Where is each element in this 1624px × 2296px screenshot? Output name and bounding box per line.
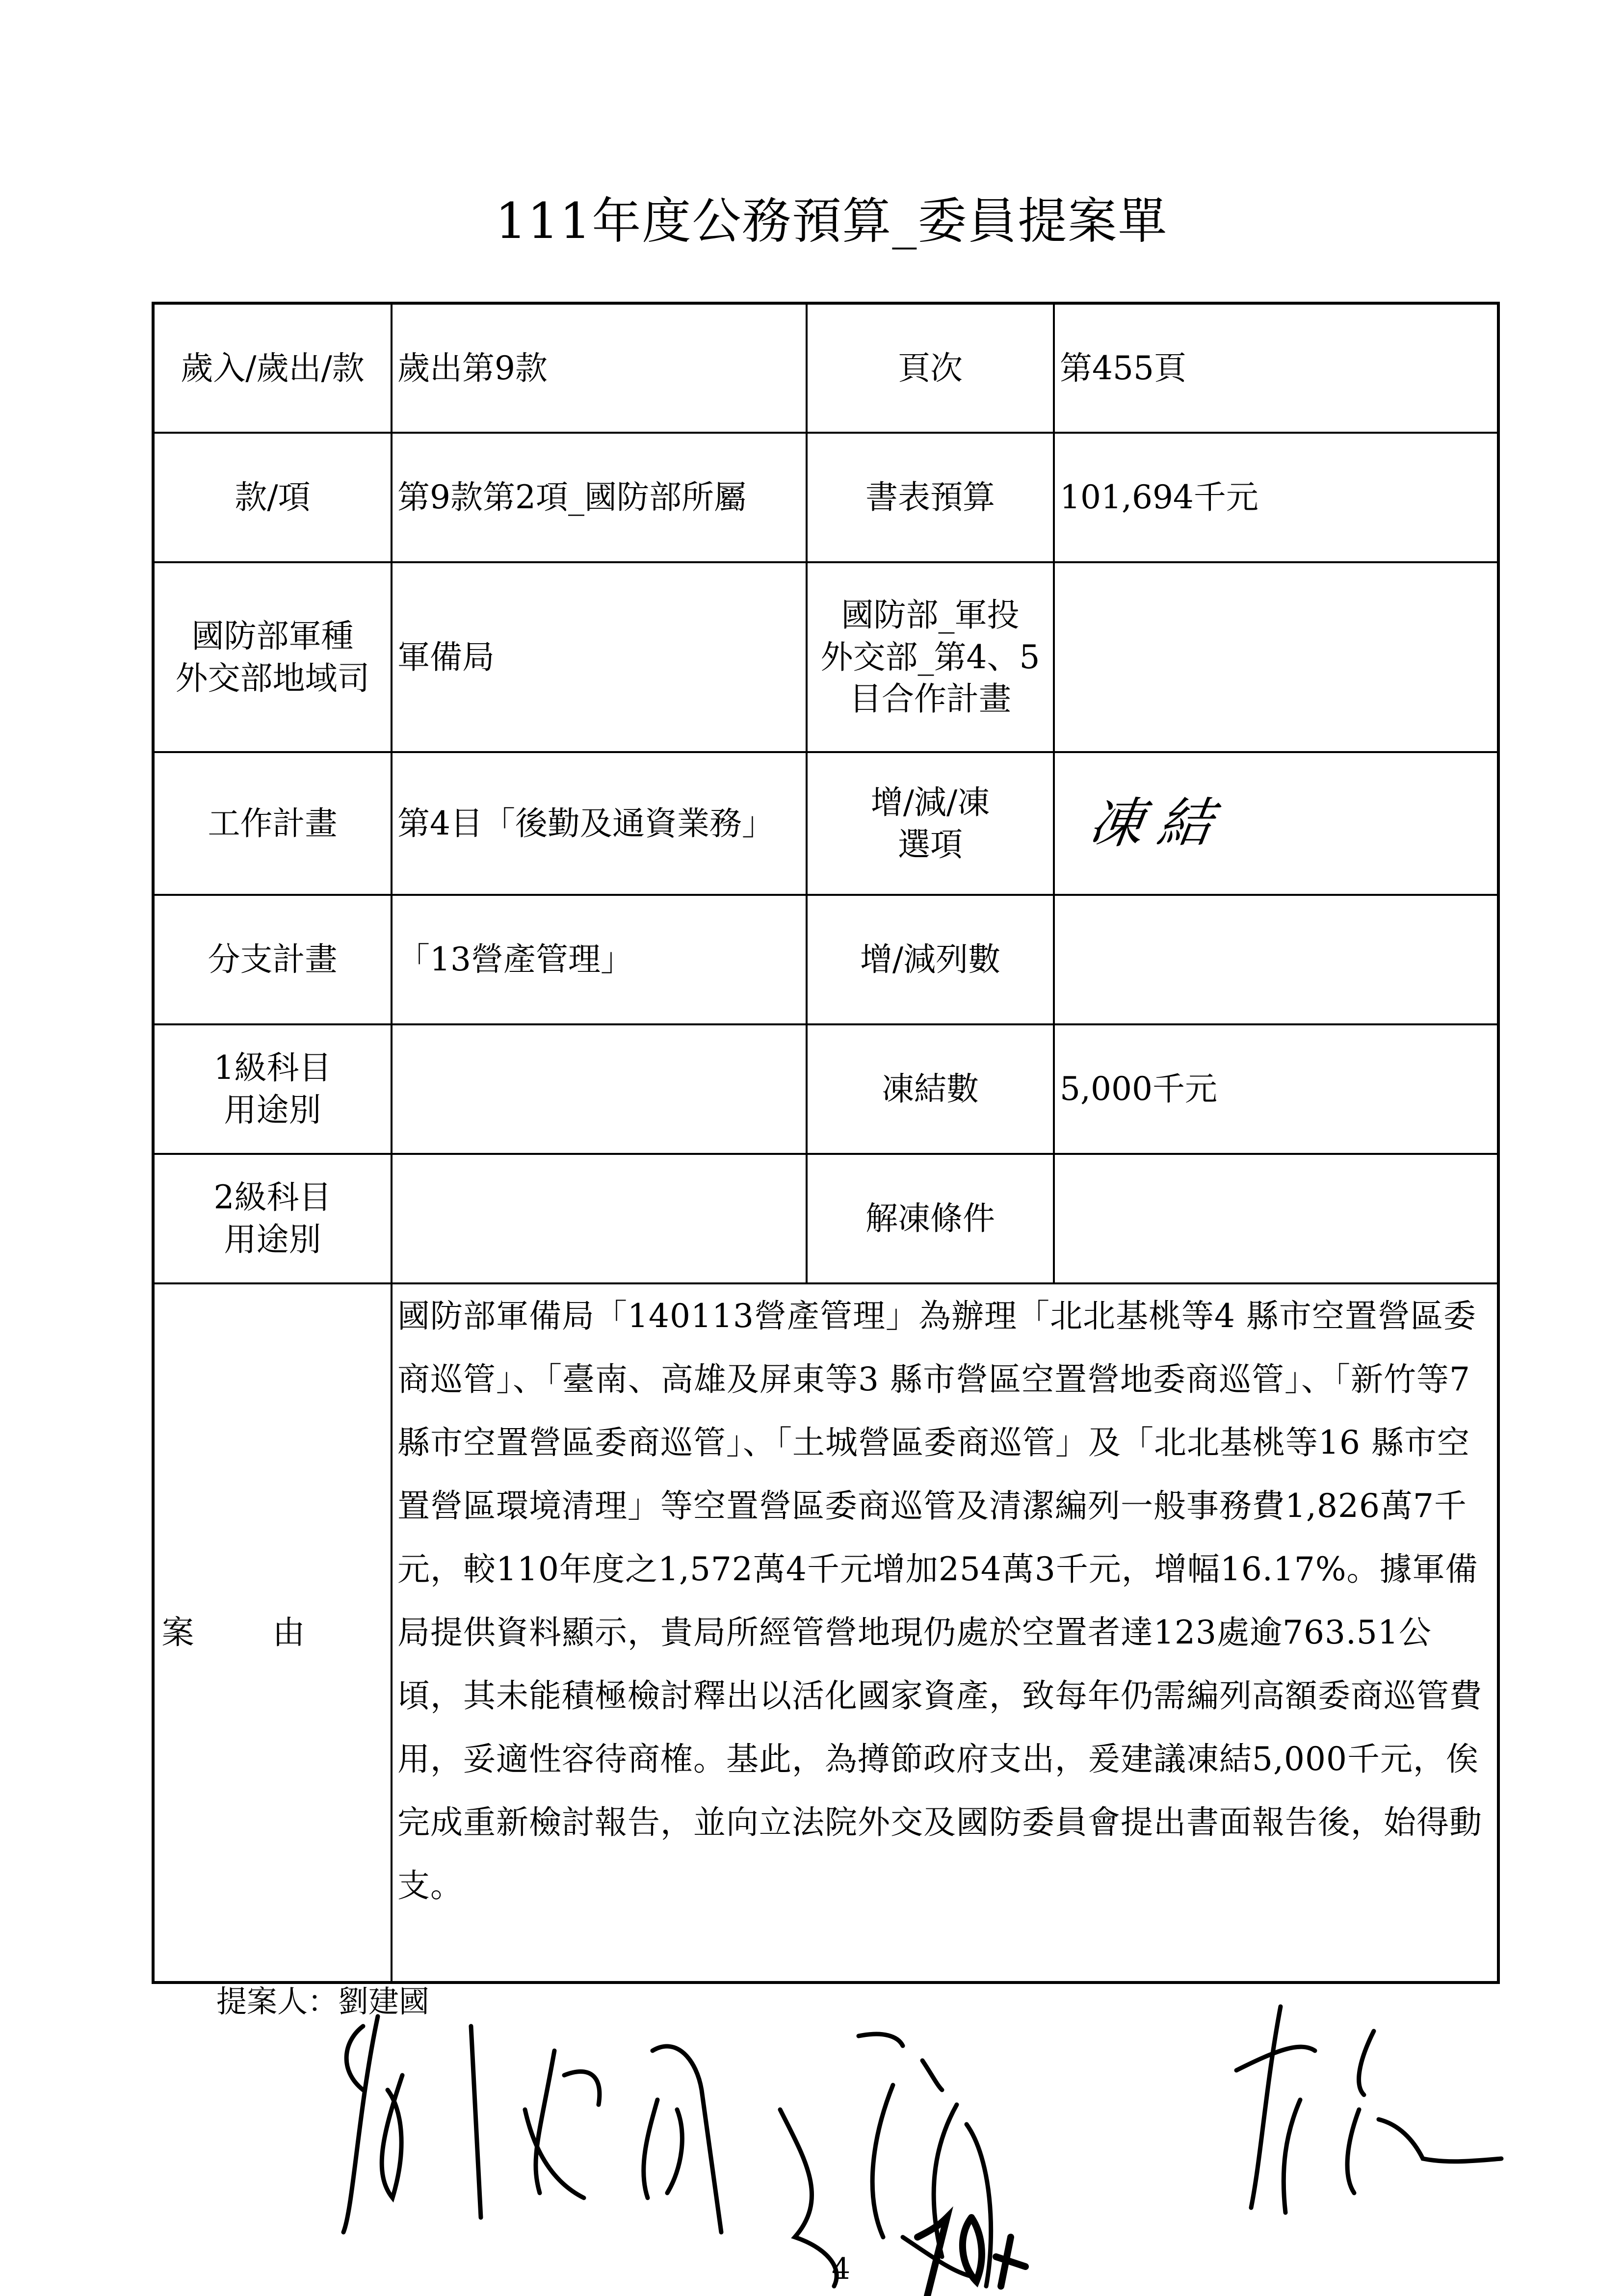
field-label: 解凍條件 — [807, 1154, 1054, 1283]
field-value: 第9款第2項_國防部所屬 — [392, 433, 807, 562]
signature-1 — [343, 2016, 721, 2232]
signature-3 — [1236, 2007, 1501, 2213]
field-label: 書表預算 — [807, 433, 1054, 562]
proposer-label: 提案人： — [216, 1983, 339, 2019]
field-value: 歲出第9款 — [392, 303, 807, 433]
label-line: 外交部地域司 — [175, 659, 370, 697]
field-label: 凍結數 — [807, 1024, 1054, 1154]
label-line: 增/減/凍 — [870, 783, 990, 821]
field-value: 第4目「後勤及通資業務」 — [392, 752, 807, 895]
field-label: 款/項 — [153, 433, 392, 562]
reason-label: 案由 — [161, 1614, 384, 1652]
field-label: 頁次 — [807, 303, 1054, 433]
document-title: 111年度公務預算_委員提案單 — [495, 192, 1168, 250]
field-value: 101,694千元 — [1054, 433, 1498, 562]
field-value: 5,000千元 — [1054, 1024, 1498, 1154]
field-label: 增/減列數 — [807, 895, 1054, 1024]
handwritten-number — [917, 2218, 1025, 2296]
field-value: 軍備局 — [392, 562, 807, 752]
field-label: 歲入/歲出/款 — [153, 303, 392, 433]
label-line: 外交部_第4、5 — [820, 638, 1040, 676]
label-line: 用途別 — [224, 1221, 321, 1258]
field-value: 「13營產管理」 — [392, 895, 807, 1024]
label-line: 國防部軍種 — [191, 617, 354, 655]
field-label: 分支計畫 — [153, 895, 392, 1024]
label-line: 國防部_軍投 — [841, 596, 1020, 634]
label-line: 目合作計畫 — [849, 680, 1011, 718]
reason-text: 國防部軍備局「140113營產管理」為辦理「北北基桃等4 縣市空置營區委商巡管」、「臺南、高雄及屏東等3 縣市營區空置營地委商巡管」、「新竹等7 縣市空置營區委商巡管」、「土城營區委商巡管」及「北北基桃等16 縣市空置營區環境清理」等空置營區委商巡管及清潔編列一般事務費1,826萬7千元，較110年度之1,572萬4千元增加254萬3千元，增幅16.17%。據軍備局提供資料顯示，貴局所經管營地現仍處於空置者達123處逾763.51公頃，其未能積極檢討釋出以活化國家資產，致每年仍需編列高額委商巡管費用，妥適性容待商榷。基此，為撙節政府支出，爰建議凍結5,000千元，俟完成重新檢討報告，並向立法院外交及國防委員會提出書面報告後，始得動支。 — [397, 1297, 1482, 1905]
handwritten-option: 凍結 — [1085, 792, 1231, 855]
proposer-name: 劉建國 — [338, 1983, 430, 2019]
field-label: 工作計畫 — [153, 752, 392, 895]
page-number: 4 — [832, 2252, 851, 2286]
label-line: 用途別 — [224, 1091, 321, 1129]
label-line: 2級科目 — [213, 1178, 332, 1217]
field-value: 第455頁 — [1054, 303, 1498, 433]
label-line: 1級科目 — [213, 1049, 332, 1087]
label-line: 選項 — [898, 825, 963, 863]
